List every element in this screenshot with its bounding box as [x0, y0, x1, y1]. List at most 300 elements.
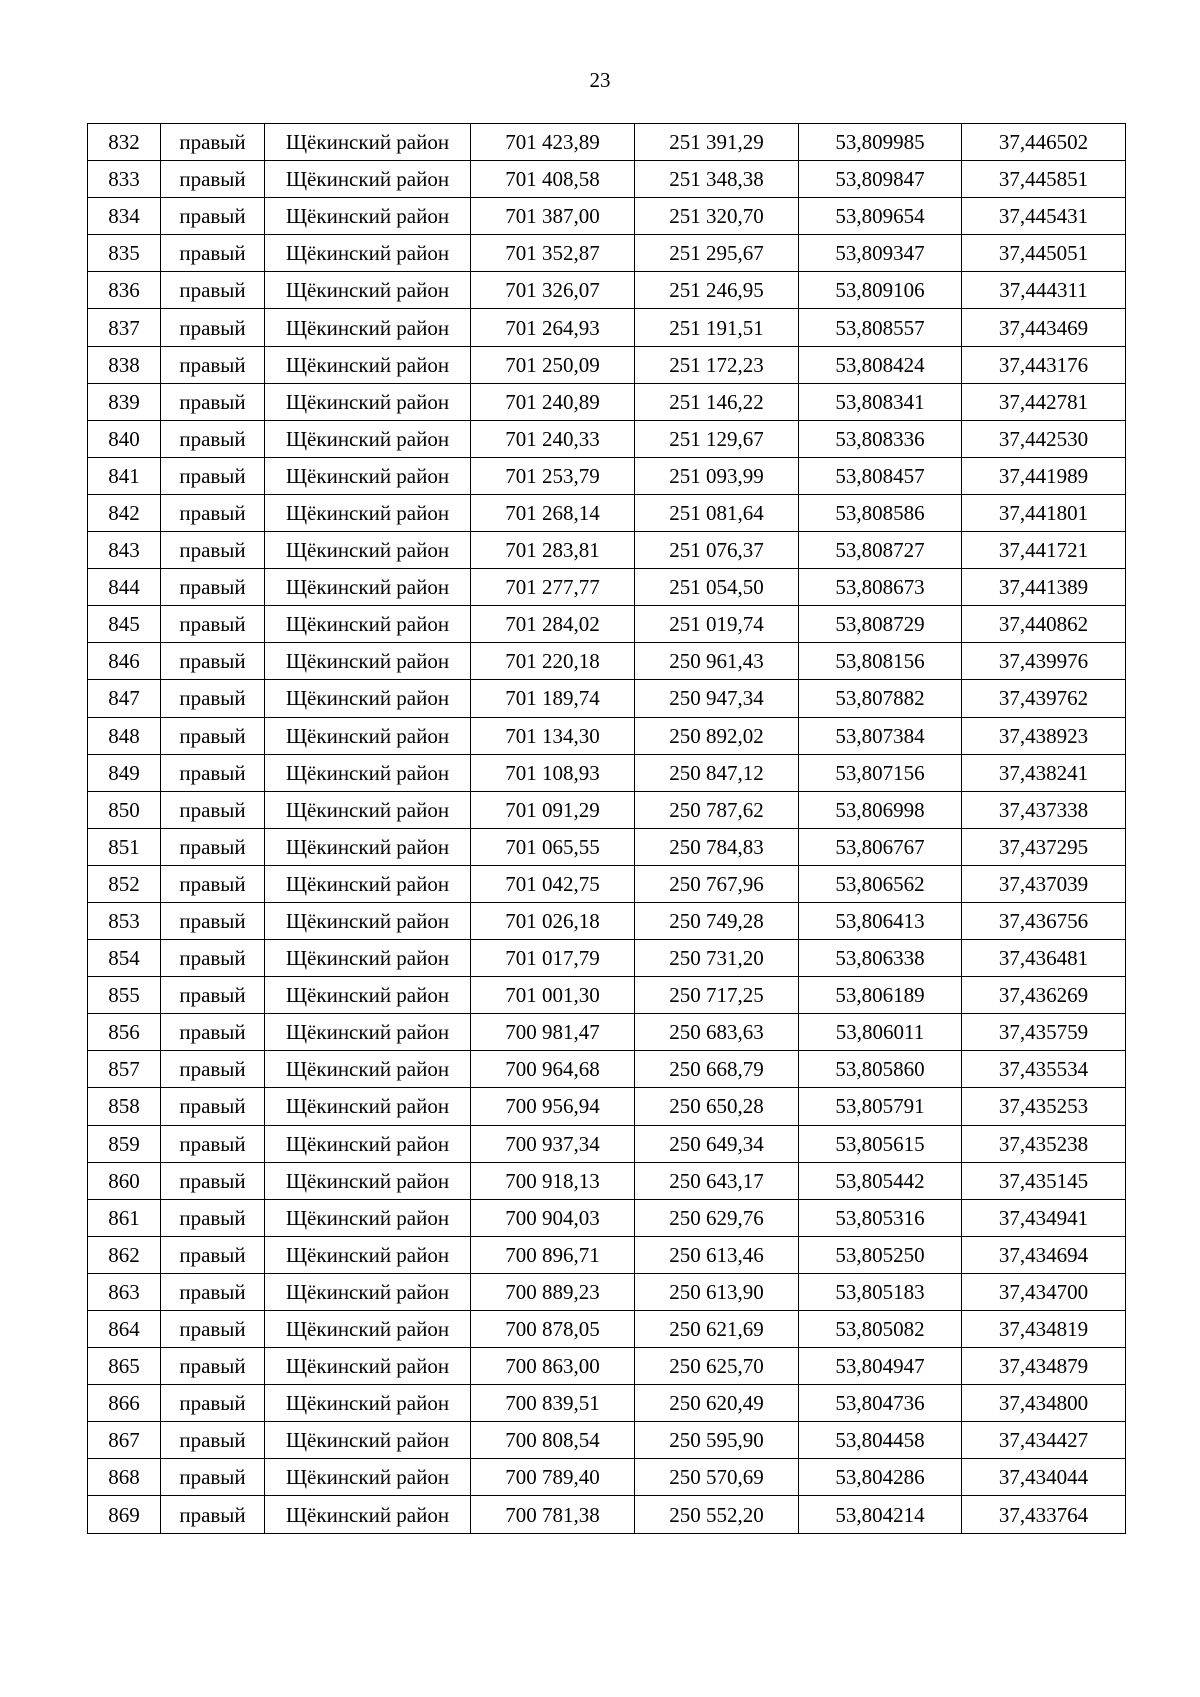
table-row [88, 717, 1126, 754]
district-cell: Щёкинский район [265, 1236, 471, 1273]
x-coordinate-cell: 700 896,71 [471, 1236, 635, 1273]
point-number-cell: 855 [88, 977, 161, 1014]
table-row [88, 309, 1126, 346]
x-coordinate-cell: 700 863,00 [471, 1348, 635, 1385]
x-coordinate-cell: 700 889,23 [471, 1273, 635, 1310]
y-coordinate-cell: 250 847,12 [635, 754, 799, 791]
district-cell: Щёкинский район [265, 272, 471, 309]
bank-side-cell: правый [161, 532, 265, 569]
district-cell: Щёкинский район [265, 124, 471, 161]
district-cell: Щёкинский район [265, 643, 471, 680]
point-number-cell: 846 [88, 643, 161, 680]
latitude-cell: 53,805442 [799, 1162, 962, 1199]
x-coordinate-cell: 701 134,30 [471, 717, 635, 754]
y-coordinate-cell: 250 947,34 [635, 680, 799, 717]
table-row [88, 1051, 1126, 1088]
point-number-cell: 845 [88, 606, 161, 643]
point-number-cell: 844 [88, 569, 161, 606]
longitude-cell: 37,445431 [962, 198, 1126, 235]
point-number-cell: 847 [88, 680, 161, 717]
page-number: 23 [589, 68, 611, 92]
table-row [88, 235, 1126, 272]
bank-side-cell: правый [161, 1422, 265, 1459]
point-number-cell: 867 [88, 1422, 161, 1459]
x-coordinate-cell: 700 904,03 [471, 1199, 635, 1236]
y-coordinate-cell: 250 629,76 [635, 1199, 799, 1236]
point-number-cell: 833 [88, 161, 161, 198]
point-number-cell: 862 [88, 1236, 161, 1273]
table-row [88, 1236, 1126, 1273]
latitude-cell: 53,805316 [799, 1199, 962, 1236]
latitude-cell: 53,804214 [799, 1496, 962, 1533]
longitude-cell: 37,439762 [962, 680, 1126, 717]
y-coordinate-cell: 250 767,96 [635, 865, 799, 902]
bank-side-cell: правый [161, 161, 265, 198]
bank-side-cell: правый [161, 1273, 265, 1310]
latitude-cell: 53,808336 [799, 420, 962, 457]
latitude-cell: 53,808586 [799, 494, 962, 531]
latitude-cell: 53,804947 [799, 1348, 962, 1385]
district-cell: Щёкинский район [265, 940, 471, 977]
table-row [88, 1348, 1126, 1385]
table-row [88, 754, 1126, 791]
y-coordinate-cell: 251 054,50 [635, 569, 799, 606]
longitude-cell: 37,435238 [962, 1125, 1126, 1162]
table-row [88, 272, 1126, 309]
table-row [88, 1125, 1126, 1162]
latitude-cell: 53,808729 [799, 606, 962, 643]
bank-side-cell: правый [161, 902, 265, 939]
y-coordinate-cell: 250 787,62 [635, 791, 799, 828]
table-row [88, 161, 1126, 198]
latitude-cell: 53,806767 [799, 828, 962, 865]
latitude-cell: 53,809985 [799, 124, 962, 161]
district-cell: Щёкинский район [265, 1051, 471, 1088]
longitude-cell: 37,434700 [962, 1273, 1126, 1310]
table-row [88, 420, 1126, 457]
latitude-cell: 53,808424 [799, 346, 962, 383]
latitude-cell: 53,806998 [799, 791, 962, 828]
longitude-cell: 37,446502 [962, 124, 1126, 161]
x-coordinate-cell: 701 387,00 [471, 198, 635, 235]
y-coordinate-cell: 250 892,02 [635, 717, 799, 754]
bank-side-cell: правый [161, 1496, 265, 1533]
district-cell: Щёкинский район [265, 680, 471, 717]
bank-side-cell: правый [161, 309, 265, 346]
y-coordinate-cell: 250 961,43 [635, 643, 799, 680]
longitude-cell: 37,435759 [962, 1014, 1126, 1051]
table-row [88, 865, 1126, 902]
y-coordinate-cell: 250 620,49 [635, 1385, 799, 1422]
longitude-cell: 37,438241 [962, 754, 1126, 791]
latitude-cell: 53,809106 [799, 272, 962, 309]
longitude-cell: 37,434694 [962, 1236, 1126, 1273]
y-coordinate-cell: 251 348,38 [635, 161, 799, 198]
x-coordinate-cell: 701 240,89 [471, 383, 635, 420]
bank-side-cell: правый [161, 235, 265, 272]
y-coordinate-cell: 250 552,20 [635, 1496, 799, 1533]
latitude-cell: 53,808727 [799, 532, 962, 569]
longitude-cell: 37,445851 [962, 161, 1126, 198]
latitude-cell: 53,805615 [799, 1125, 962, 1162]
table-row [88, 1088, 1126, 1125]
x-coordinate-cell: 701 264,93 [471, 309, 635, 346]
longitude-cell: 37,434800 [962, 1385, 1126, 1422]
x-coordinate-cell: 701 283,81 [471, 532, 635, 569]
point-number-cell: 865 [88, 1348, 161, 1385]
x-coordinate-cell: 700 956,94 [471, 1088, 635, 1125]
district-cell: Щёкинский район [265, 420, 471, 457]
y-coordinate-cell: 251 019,74 [635, 606, 799, 643]
y-coordinate-cell: 251 191,51 [635, 309, 799, 346]
latitude-cell: 53,806338 [799, 940, 962, 977]
x-coordinate-cell: 701 268,14 [471, 494, 635, 531]
latitude-cell: 53,806562 [799, 865, 962, 902]
y-coordinate-cell: 250 717,25 [635, 977, 799, 1014]
latitude-cell: 53,808457 [799, 457, 962, 494]
table-row [88, 1311, 1126, 1348]
district-cell: Щёкинский район [265, 235, 471, 272]
bank-side-cell: правый [161, 1385, 265, 1422]
y-coordinate-cell: 250 749,28 [635, 902, 799, 939]
longitude-cell: 37,434879 [962, 1348, 1126, 1385]
bank-side-cell: правый [161, 569, 265, 606]
y-coordinate-cell: 250 643,17 [635, 1162, 799, 1199]
district-cell: Щёкинский район [265, 1199, 471, 1236]
bank-side-cell: правый [161, 457, 265, 494]
district-cell: Щёкинский район [265, 1014, 471, 1051]
district-cell: Щёкинский район [265, 828, 471, 865]
district-cell: Щёкинский район [265, 1422, 471, 1459]
bank-side-cell: правый [161, 940, 265, 977]
latitude-cell: 53,807156 [799, 754, 962, 791]
longitude-cell: 37,433764 [962, 1496, 1126, 1533]
y-coordinate-cell: 251 076,37 [635, 532, 799, 569]
y-coordinate-cell: 250 595,90 [635, 1422, 799, 1459]
x-coordinate-cell: 701 017,79 [471, 940, 635, 977]
longitude-cell: 37,437039 [962, 865, 1126, 902]
y-coordinate-cell: 250 570,69 [635, 1459, 799, 1496]
point-number-cell: 869 [88, 1496, 161, 1533]
bank-side-cell: правый [161, 346, 265, 383]
longitude-cell: 37,436756 [962, 902, 1126, 939]
latitude-cell: 53,805250 [799, 1236, 962, 1273]
longitude-cell: 37,441389 [962, 569, 1126, 606]
table-row [88, 940, 1126, 977]
y-coordinate-cell: 250 784,83 [635, 828, 799, 865]
point-number-cell: 850 [88, 791, 161, 828]
bank-side-cell: правый [161, 1125, 265, 1162]
table-row [88, 1496, 1126, 1533]
bank-side-cell: правый [161, 828, 265, 865]
table-row [88, 383, 1126, 420]
district-cell: Щёкинский район [265, 1273, 471, 1310]
y-coordinate-cell: 250 613,90 [635, 1273, 799, 1310]
latitude-cell: 53,804286 [799, 1459, 962, 1496]
y-coordinate-cell: 251 093,99 [635, 457, 799, 494]
bank-side-cell: правый [161, 643, 265, 680]
longitude-cell: 37,435145 [962, 1162, 1126, 1199]
point-number-cell: 836 [88, 272, 161, 309]
district-cell: Щёкинский район [265, 1125, 471, 1162]
longitude-cell: 37,434044 [962, 1459, 1126, 1496]
latitude-cell: 53,807882 [799, 680, 962, 717]
latitude-cell: 53,806413 [799, 902, 962, 939]
x-coordinate-cell: 701 423,89 [471, 124, 635, 161]
x-coordinate-cell: 701 026,18 [471, 902, 635, 939]
district-cell: Щёкинский район [265, 161, 471, 198]
table-row [88, 1385, 1126, 1422]
y-coordinate-cell: 251 146,22 [635, 383, 799, 420]
longitude-cell: 37,436269 [962, 977, 1126, 1014]
bank-side-cell: правый [161, 420, 265, 457]
y-coordinate-cell: 250 650,28 [635, 1088, 799, 1125]
table-row [88, 1162, 1126, 1199]
x-coordinate-cell: 700 839,51 [471, 1385, 635, 1422]
table-row [88, 606, 1126, 643]
point-number-cell: 838 [88, 346, 161, 383]
x-coordinate-cell: 701 042,75 [471, 865, 635, 902]
latitude-cell: 53,806189 [799, 977, 962, 1014]
x-coordinate-cell: 701 091,29 [471, 791, 635, 828]
table-row [88, 532, 1126, 569]
x-coordinate-cell: 700 918,13 [471, 1162, 635, 1199]
x-coordinate-cell: 701 220,18 [471, 643, 635, 680]
x-coordinate-cell: 701 240,33 [471, 420, 635, 457]
longitude-cell: 37,438923 [962, 717, 1126, 754]
table-row [88, 1459, 1126, 1496]
x-coordinate-cell: 701 253,79 [471, 457, 635, 494]
bank-side-cell: правый [161, 383, 265, 420]
district-cell: Щёкинский район [265, 902, 471, 939]
y-coordinate-cell: 251 081,64 [635, 494, 799, 531]
y-coordinate-cell: 250 613,46 [635, 1236, 799, 1273]
y-coordinate-cell: 250 731,20 [635, 940, 799, 977]
district-cell: Щёкинский район [265, 865, 471, 902]
district-cell: Щёкинский район [265, 309, 471, 346]
district-cell: Щёкинский район [265, 1088, 471, 1125]
district-cell: Щёкинский район [265, 1459, 471, 1496]
latitude-cell: 53,805860 [799, 1051, 962, 1088]
longitude-cell: 37,443469 [962, 309, 1126, 346]
district-cell: Щёкинский район [265, 1348, 471, 1385]
latitude-cell: 53,805183 [799, 1273, 962, 1310]
point-number-cell: 834 [88, 198, 161, 235]
x-coordinate-cell: 700 781,38 [471, 1496, 635, 1533]
bank-side-cell: правый [161, 124, 265, 161]
longitude-cell: 37,442530 [962, 420, 1126, 457]
point-number-cell: 857 [88, 1051, 161, 1088]
x-coordinate-cell: 700 937,34 [471, 1125, 635, 1162]
bank-side-cell: правый [161, 198, 265, 235]
y-coordinate-cell: 250 683,63 [635, 1014, 799, 1051]
district-cell: Щёкинский район [265, 1496, 471, 1533]
longitude-cell: 37,434427 [962, 1422, 1126, 1459]
longitude-cell: 37,442781 [962, 383, 1126, 420]
latitude-cell: 53,804736 [799, 1385, 962, 1422]
longitude-cell: 37,435253 [962, 1088, 1126, 1125]
x-coordinate-cell: 701 001,30 [471, 977, 635, 1014]
point-number-cell: 848 [88, 717, 161, 754]
longitude-cell: 37,437338 [962, 791, 1126, 828]
coordinates-table-body [88, 124, 1126, 1534]
district-cell: Щёкинский район [265, 198, 471, 235]
district-cell: Щёкинский район [265, 569, 471, 606]
district-cell: Щёкинский район [265, 754, 471, 791]
latitude-cell: 53,808156 [799, 643, 962, 680]
table-row [88, 346, 1126, 383]
district-cell: Щёкинский район [265, 1162, 471, 1199]
bank-side-cell: правый [161, 1088, 265, 1125]
point-number-cell: 832 [88, 124, 161, 161]
point-number-cell: 835 [88, 235, 161, 272]
longitude-cell: 37,436481 [962, 940, 1126, 977]
bank-side-cell: правый [161, 791, 265, 828]
table-row [88, 569, 1126, 606]
point-number-cell: 839 [88, 383, 161, 420]
longitude-cell: 37,437295 [962, 828, 1126, 865]
table-row [88, 977, 1126, 1014]
point-number-cell: 853 [88, 902, 161, 939]
table-row [88, 1014, 1126, 1051]
table-row [88, 1273, 1126, 1310]
latitude-cell: 53,808341 [799, 383, 962, 420]
x-coordinate-cell: 701 108,93 [471, 754, 635, 791]
longitude-cell: 37,435534 [962, 1051, 1126, 1088]
bank-side-cell: правый [161, 1051, 265, 1088]
bank-side-cell: правый [161, 754, 265, 791]
x-coordinate-cell: 700 878,05 [471, 1311, 635, 1348]
longitude-cell: 37,441989 [962, 457, 1126, 494]
bank-side-cell: правый [161, 1311, 265, 1348]
longitude-cell: 37,440862 [962, 606, 1126, 643]
x-coordinate-cell: 701 284,02 [471, 606, 635, 643]
point-number-cell: 843 [88, 532, 161, 569]
bank-side-cell: правый [161, 1236, 265, 1273]
latitude-cell: 53,805791 [799, 1088, 962, 1125]
point-number-cell: 858 [88, 1088, 161, 1125]
y-coordinate-cell: 250 625,70 [635, 1348, 799, 1385]
point-number-cell: 840 [88, 420, 161, 457]
table-row [88, 124, 1126, 161]
district-cell: Щёкинский район [265, 457, 471, 494]
latitude-cell: 53,809847 [799, 161, 962, 198]
longitude-cell: 37,441721 [962, 532, 1126, 569]
point-number-cell: 856 [88, 1014, 161, 1051]
longitude-cell: 37,434819 [962, 1311, 1126, 1348]
longitude-cell: 37,445051 [962, 235, 1126, 272]
point-number-cell: 864 [88, 1311, 161, 1348]
table-row [88, 198, 1126, 235]
longitude-cell: 37,444311 [962, 272, 1126, 309]
y-coordinate-cell: 251 320,70 [635, 198, 799, 235]
point-number-cell: 868 [88, 1459, 161, 1496]
district-cell: Щёкинский район [265, 717, 471, 754]
table-row [88, 494, 1126, 531]
longitude-cell: 37,441801 [962, 494, 1126, 531]
point-number-cell: 861 [88, 1199, 161, 1236]
x-coordinate-cell: 700 789,40 [471, 1459, 635, 1496]
y-coordinate-cell: 251 391,29 [635, 124, 799, 161]
x-coordinate-cell: 701 408,58 [471, 161, 635, 198]
bank-side-cell: правый [161, 977, 265, 1014]
bank-side-cell: правый [161, 1162, 265, 1199]
y-coordinate-cell: 250 668,79 [635, 1051, 799, 1088]
x-coordinate-cell: 701 189,74 [471, 680, 635, 717]
bank-side-cell: правый [161, 1014, 265, 1051]
x-coordinate-cell: 701 250,09 [471, 346, 635, 383]
y-coordinate-cell: 251 246,95 [635, 272, 799, 309]
coordinates-table [87, 123, 1126, 1534]
bank-side-cell: правый [161, 272, 265, 309]
longitude-cell: 37,439976 [962, 643, 1126, 680]
district-cell: Щёкинский район [265, 532, 471, 569]
x-coordinate-cell: 701 277,77 [471, 569, 635, 606]
table-row [88, 457, 1126, 494]
latitude-cell: 53,805082 [799, 1311, 962, 1348]
point-number-cell: 859 [88, 1125, 161, 1162]
bank-side-cell: правый [161, 680, 265, 717]
point-number-cell: 842 [88, 494, 161, 531]
table-row [88, 643, 1126, 680]
longitude-cell: 37,434941 [962, 1199, 1126, 1236]
bank-side-cell: правый [161, 865, 265, 902]
y-coordinate-cell: 251 129,67 [635, 420, 799, 457]
latitude-cell: 53,804458 [799, 1422, 962, 1459]
table-row [88, 791, 1126, 828]
x-coordinate-cell: 701 352,87 [471, 235, 635, 272]
table-row [88, 828, 1126, 865]
point-number-cell: 860 [88, 1162, 161, 1199]
point-number-cell: 852 [88, 865, 161, 902]
bank-side-cell: правый [161, 1348, 265, 1385]
table-row [88, 1422, 1126, 1459]
point-number-cell: 837 [88, 309, 161, 346]
table-row [88, 1199, 1126, 1236]
x-coordinate-cell: 700 964,68 [471, 1051, 635, 1088]
bank-side-cell: правый [161, 1459, 265, 1496]
bank-side-cell: правый [161, 494, 265, 531]
latitude-cell: 53,807384 [799, 717, 962, 754]
x-coordinate-cell: 700 808,54 [471, 1422, 635, 1459]
longitude-cell: 37,443176 [962, 346, 1126, 383]
district-cell: Щёкинский район [265, 1385, 471, 1422]
latitude-cell: 53,808557 [799, 309, 962, 346]
latitude-cell: 53,808673 [799, 569, 962, 606]
latitude-cell: 53,809347 [799, 235, 962, 272]
district-cell: Щёкинский район [265, 346, 471, 383]
point-number-cell: 851 [88, 828, 161, 865]
x-coordinate-cell: 701 326,07 [471, 272, 635, 309]
point-number-cell: 863 [88, 1273, 161, 1310]
bank-side-cell: правый [161, 717, 265, 754]
y-coordinate-cell: 251 295,67 [635, 235, 799, 272]
point-number-cell: 854 [88, 940, 161, 977]
table-row [88, 680, 1126, 717]
point-number-cell: 849 [88, 754, 161, 791]
latitude-cell: 53,809654 [799, 198, 962, 235]
district-cell: Щёкинский район [265, 383, 471, 420]
bank-side-cell: правый [161, 606, 265, 643]
table-row [88, 902, 1126, 939]
latitude-cell: 53,806011 [799, 1014, 962, 1051]
district-cell: Щёкинский район [265, 606, 471, 643]
y-coordinate-cell: 250 649,34 [635, 1125, 799, 1162]
point-number-cell: 841 [88, 457, 161, 494]
y-coordinate-cell: 250 621,69 [635, 1311, 799, 1348]
point-number-cell: 866 [88, 1385, 161, 1422]
bank-side-cell: правый [161, 1199, 265, 1236]
